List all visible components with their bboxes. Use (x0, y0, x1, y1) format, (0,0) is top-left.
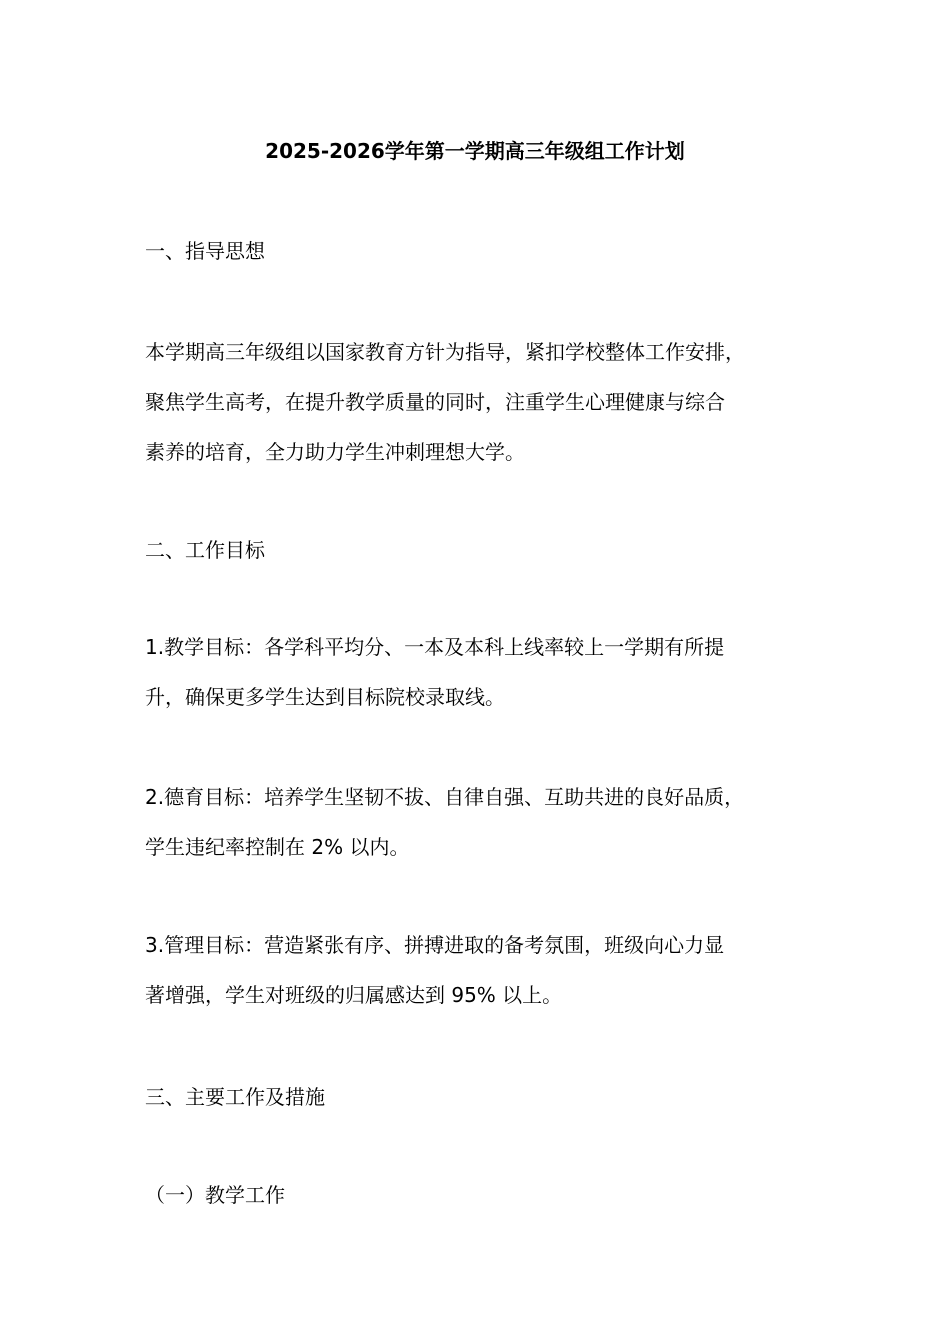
section-heading-guiding-ideology: 一、指导思想 (145, 239, 265, 263)
paragraph-line: 著增强，学生对班级的归属感达到 95% 以上。 (145, 983, 563, 1007)
paragraph-guiding-ideology (145, 327, 815, 477)
section-heading-main-work: 三、主要工作及措施 (145, 1085, 325, 1109)
paragraph-line: 聚焦学生高考，在提升教学质量的同时，注重学生心理健康与综合 (145, 390, 725, 414)
subsection-heading-teaching-work: （一）教学工作 (145, 1183, 285, 1207)
paragraph-moral-goal (145, 772, 815, 872)
section-heading-work-goals: 二、工作目标 (145, 538, 265, 562)
document-title: 2025-2026学年第一学期高三年级组工作计划 (265, 139, 685, 163)
paragraph-line: 3.管理目标：营造紧张有序、拼搏进取的备考氛围，班级向心力显 (145, 933, 725, 957)
paragraph-teaching-goal (145, 622, 815, 722)
paragraph-line: 1.教学目标：各学科平均分、一本及本科上线率较上一学期有所提 (145, 635, 725, 659)
paragraph-line: 学生违纪率控制在 2% 以内。 (145, 835, 410, 859)
paragraph-line: 2.德育目标：培养学生坚韧不拔、自律自强、互助共进的良好品质， (145, 785, 745, 809)
paragraph-management-goal (145, 920, 815, 1020)
paragraph-line: 本学期高三年级组以国家教育方针为指导，紧扣学校整体工作安排， (145, 340, 745, 364)
paragraph-line: 升，确保更多学生达到目标院校录取线。 (145, 685, 505, 709)
paragraph-line: 素养的培育，全力助力学生冲刺理想大学。 (145, 440, 525, 464)
